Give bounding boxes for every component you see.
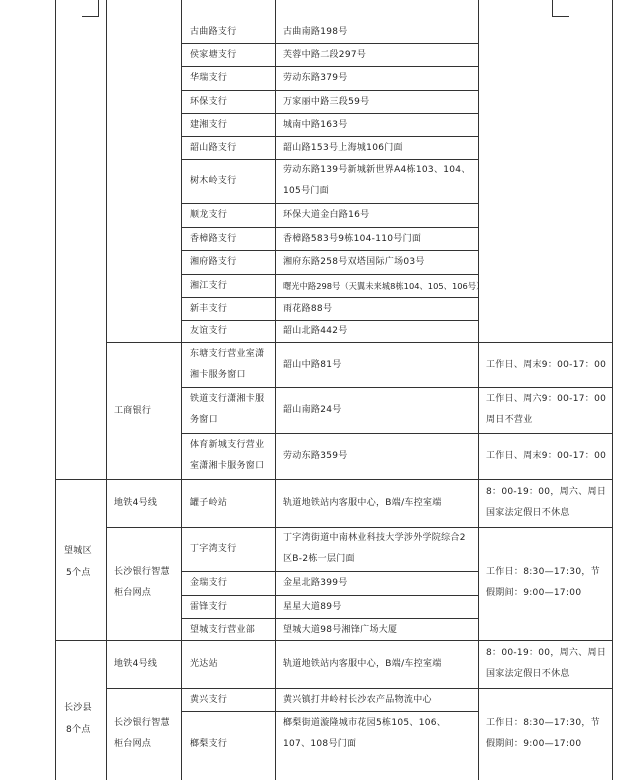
branch-address: 劳动东路359号 xyxy=(283,451,348,461)
branch-name: 新丰支行 xyxy=(190,304,228,314)
branch-address: 万家丽中路三段59号 xyxy=(283,97,370,107)
row-line xyxy=(181,113,478,114)
row-line xyxy=(181,297,478,298)
branch-name: 雷锋支行 xyxy=(190,602,228,612)
wangcheng-top-line xyxy=(55,479,612,480)
branch-name: 友谊支行 xyxy=(190,326,228,336)
row-line xyxy=(181,250,478,251)
business-hours: 工作日、周六9：00-17：00周日不营业 xyxy=(486,394,607,425)
row-line xyxy=(181,90,478,91)
branch-name: 顺龙支行 xyxy=(190,210,228,220)
branch-address: 芙蓉中路二段297号 xyxy=(283,50,367,60)
district-name: 望城区 xyxy=(64,546,92,556)
district-name: 长沙县 xyxy=(64,703,92,713)
table-border-left xyxy=(55,0,56,780)
station-address: 轨道地铁站内客服中心，B端/车控室端 xyxy=(283,659,442,669)
branch-address: 城南中路163号 xyxy=(283,120,348,130)
branch-name: 榔梨支行 xyxy=(190,739,228,749)
branch-name: 环保支行 xyxy=(190,97,228,107)
metro-line: 地铁4号线 xyxy=(114,498,158,508)
branch-address: 劳动东路379号 xyxy=(283,73,348,83)
crop-mark-left xyxy=(98,0,99,16)
branch-name: 建湘支行 xyxy=(190,120,228,130)
business-hours: 8：00-19：00，周六、周日国家法定假日不休息 xyxy=(486,648,607,679)
bank-type-icbc: 工商银行 xyxy=(114,406,152,416)
branch-address: 韶山路153号上海城106门面 xyxy=(283,143,403,153)
row-line xyxy=(181,595,478,596)
branch-address: 韶山北路442号 xyxy=(283,326,348,336)
station-address: 轨道地铁站内客服中心，B端/车控室端 xyxy=(283,498,442,508)
branch-address: 曙光中路298号（天翼未来城8栋104、105、106号） xyxy=(283,281,485,291)
branch-name: 韶山路支行 xyxy=(190,143,237,153)
branch-name: 古曲路支行 xyxy=(190,27,237,37)
table-col-line-1 xyxy=(106,0,107,780)
branch-address: 榔梨街道漩隆城市花园5栋105、106、107、108号门面 xyxy=(283,718,447,749)
branch-name: 东塘支行营业室潇湘卡服务窗口 xyxy=(190,349,265,380)
row-line xyxy=(181,136,478,137)
row-line xyxy=(181,711,478,712)
row-line xyxy=(181,43,478,44)
row-line xyxy=(181,433,612,434)
row-line xyxy=(181,203,478,204)
table-col-line-3 xyxy=(275,0,276,780)
branch-address: 金星北路399号 xyxy=(283,578,348,588)
branch-address: 环保大道金白路16号 xyxy=(283,210,370,220)
branch-name: 华瑞支行 xyxy=(190,73,228,83)
branch-address: 古曲南路198号 xyxy=(283,27,348,37)
branch-name: 树木岭支行 xyxy=(190,176,237,186)
station-name: 光达站 xyxy=(190,659,218,669)
district-count: 5个点 xyxy=(66,568,91,578)
table-col-line-4 xyxy=(478,0,479,780)
metro-line: 地铁4号线 xyxy=(114,659,158,669)
branch-address: 劳动东路139号新城新世界A4栋103、104、105号门面 xyxy=(283,165,471,196)
branch-address: 星星大道89号 xyxy=(283,602,342,612)
branch-address: 韶山南路24号 xyxy=(283,405,342,415)
business-hours: 工作日：8:30—17:30，节假期间：9:00—17:00 xyxy=(486,567,600,598)
row-line xyxy=(181,618,478,619)
bank-type: 长沙银行智慧柜台网点 xyxy=(114,718,170,749)
business-hours: 工作日、周末9：00-17：00 xyxy=(486,451,607,461)
branch-address: 香樟路583号9栋104-110号门面 xyxy=(283,234,422,244)
crop-mark-right xyxy=(552,0,553,16)
business-hours: 工作日：8:30—17:30，节假期间：9:00—17:00 xyxy=(486,718,600,749)
branch-name: 丁字湾支行 xyxy=(190,544,237,554)
branch-address: 雨花路88号 xyxy=(283,304,333,314)
row-line xyxy=(181,274,478,275)
district-count: 8个点 xyxy=(66,725,91,735)
bank-type: 长沙银行智慧柜台网点 xyxy=(114,567,170,598)
business-hours: 8：00-19：00，周六、周日国家法定假日不休息 xyxy=(486,487,607,518)
branch-address: 丁字湾街道中南林业科技大学涉外学院综合2区B-2栋一层门面 xyxy=(283,533,466,564)
branch-address: 黄兴镇打井岭村长沙农产品物流中心 xyxy=(283,695,432,705)
branch-name: 黄兴支行 xyxy=(190,695,228,705)
crop-mark-left-h xyxy=(82,16,99,17)
row-line xyxy=(181,387,612,388)
icbc-top-line xyxy=(106,342,612,343)
branch-name: 望城支行营业部 xyxy=(190,625,256,635)
table-border-right xyxy=(612,0,613,780)
station-name: 罐子岭站 xyxy=(190,498,228,508)
branch-name: 侯家塘支行 xyxy=(190,50,237,60)
branch-name: 湘府路支行 xyxy=(190,257,237,267)
business-hours: 工作日、周末9：00-17：00 xyxy=(486,360,607,370)
table-col-line-2 xyxy=(181,0,182,780)
row-line xyxy=(181,571,478,572)
branch-address: 湘府东路258号双塔国际广场03号 xyxy=(283,257,425,267)
crop-mark-right-h xyxy=(552,16,569,17)
row-line xyxy=(181,66,478,67)
branch-name: 湘江支行 xyxy=(190,281,228,291)
branch-name: 体育新城支行营业室潇湘卡服务窗口 xyxy=(190,440,265,471)
branch-name: 金瑞支行 xyxy=(190,578,228,588)
row-line xyxy=(106,688,612,689)
row-line xyxy=(181,227,478,228)
branch-name: 铁道支行潇湘卡服务窗口 xyxy=(190,394,265,425)
branch-address: 望城大道98号湘锋广场大厦 xyxy=(283,625,398,635)
changsha-top-line xyxy=(55,640,612,641)
branch-name: 香樟路支行 xyxy=(190,234,237,244)
branch-address: 韶山中路81号 xyxy=(283,360,342,370)
